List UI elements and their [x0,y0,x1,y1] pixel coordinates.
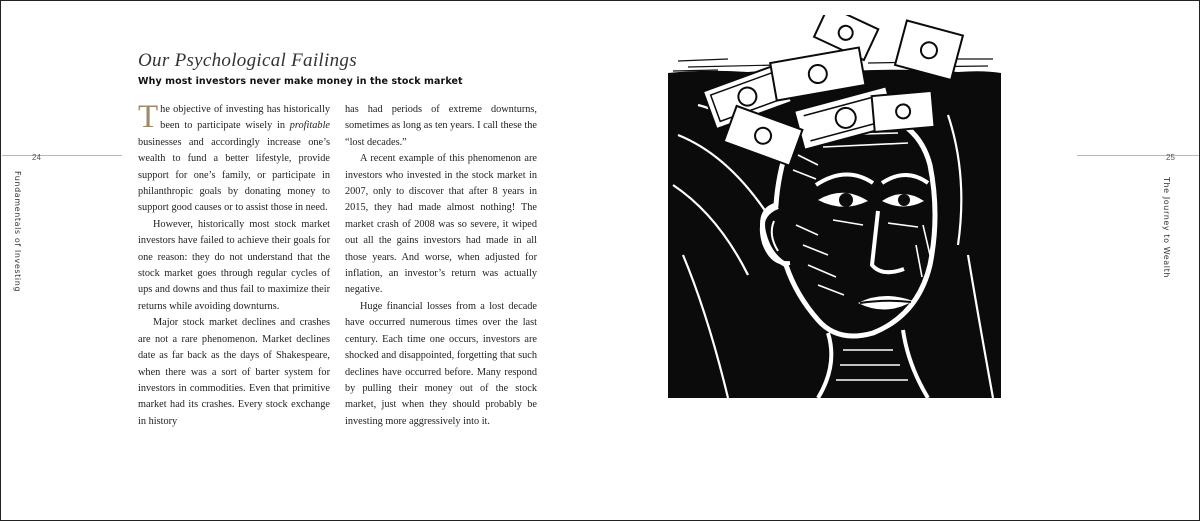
right-margin-rule [1077,155,1199,156]
right-page-number: 25 [1166,153,1175,162]
woodcut-illustration [668,15,1001,398]
text-column-2 [345,102,537,430]
left-running-head: Fundamentals of Investing [13,171,22,293]
left-page-number: 24 [32,153,41,162]
paragraph: However, historically most stock market investors have failed to achieve their goals for one reason: they do not understand that the stock market goes through regular cycles of ups and downs and thus fail to maximize their returns while avoiding downturns. [138,218,330,312]
paragraph: Huge financial losses from a lost decade have occurred numerous times over the last century. Each time one occurs, investors are shocked and disappointed, forgetting that such declines have occurred before. Many respond by pulling their money out of the stock market, just when they should probably be investing more aggressively into it. [345,300,537,427]
left-margin-rule [2,155,122,156]
paragraph: The objective of investing has historically been to participate wisely in profitable businesses and accordingly increase one’s wealth to fund a better lifestyle, provide support for one’s family, or participate in philanthropic goals by donating money to support good causes or to assist those in need. [138,99,330,214]
emphasis: profitable [289,120,330,132]
paragraph: has had periods of extreme downturns, sometimes as long as ten years. I call these the “lost decades.” [345,104,537,148]
text-column-1 [138,99,330,430]
right-running-head: The Journey to Wealth [1162,177,1171,279]
paragraph: A recent example of this phenomenon are investors who invested in the stock market in 2007, only to discover that after 8 years in 2015, they had made almost nothing! The market crash of 2008 was so severe, it wiped out all the gains investors had made in all those years. And worse, when adjusted for inflation, an investor’s return was actually negative. [345,153,537,296]
paragraph: Major stock market declines and crashes are not a rare phenomenon. Market declines date as far back as the days of Shakespeare, when there was a sort of barter system for investors in commodities. Even that primitive market had its crashes. Every stock exchange in history [138,317,330,427]
chapter-title: Our Psychological Failings [138,50,357,71]
drop-cap: T [138,99,159,135]
chapter-subtitle: Why most investors never make money in the stock market [138,76,463,87]
